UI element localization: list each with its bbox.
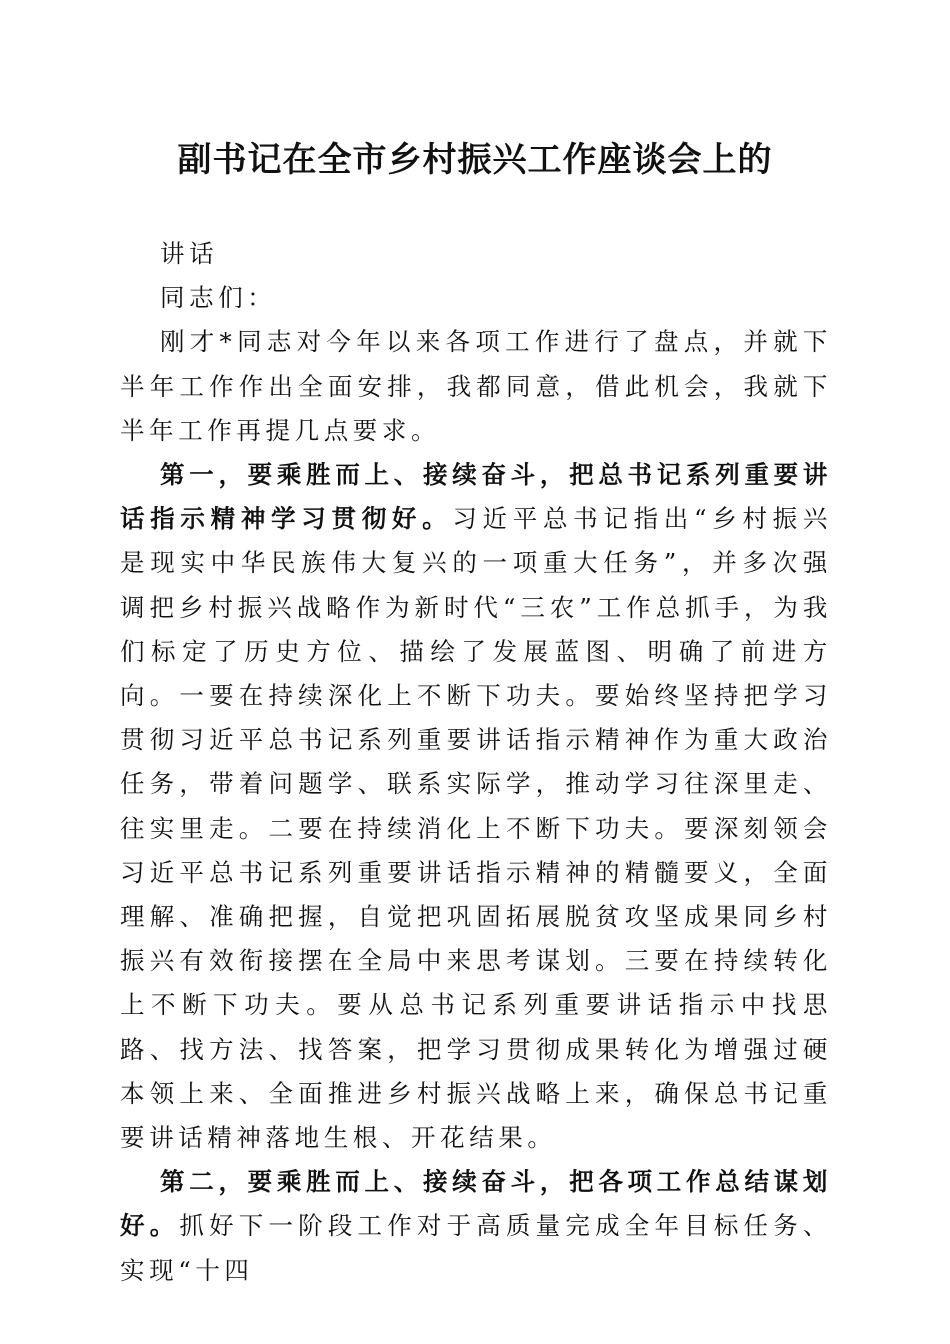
document-body [120,232,832,1293]
paragraph-first-lead: 第一，要乘胜而上、接续奋斗，把总书记系列重要讲话指示精神学习贯彻好。 [120,460,832,534]
document-title: 副书记在全市乡村振兴工作座谈会上的 [177,140,773,180]
document-subtitle: 讲话 [160,239,219,268]
greeting: 同志们： [160,283,277,313]
paragraph-intro-text: 刚才*同志对今年以来各项工作进行了盘点，并就下半年工作作出全面安排，我都同意，借此机会，我就下半年工作再提几点要求。 [120,327,832,445]
paragraph-second [120,1160,832,1293]
paragraph-first-text: 习近平总书记指出“乡村振兴是现实中华民族伟大复兴的一项重大任务”，并多次强调把乡村振兴战略作为新时代“三农”工作总抓手，为我们标定了历史方位、描绘了发展蓝图、明确了前进方向。一要在持续深化上不断下功夫。要始终坚持把学习贯彻习近平总书记系列重要讲话指示精神作为重大政治任务，带着问题学、联系实际学，推动学习往深里走、往实里走。二要在持续消化上不断下功夫。要深刻领会习近平总书记系列重要讲话指示精神的精髓要义，全面理解、准确把握，自觉把巩固拓展脱贫攻坚成果同乡村振兴有效衔接摆在全局中来思考谋划。三要在持续转化上不断下功夫。要从总书记系列重要讲话指示中找思路、找方法、找答案，把学习贯彻成果转化为增强过硬本领上来、全面推进乡村振兴战略上来，确保总书记重要讲话精神落地生根、开花结果。 [120,504,832,1153]
paragraph-second-text: 抓好下一阶段工作对于高质量完成全年目标任务、实现“十四 [120,1211,832,1285]
paragraph-second-lead: 第二，要乘胜而上、接续奋斗，把各项工作总结谋划好。 [120,1167,832,1241]
paragraph-first [120,453,832,1160]
paragraph-intro [120,320,832,453]
